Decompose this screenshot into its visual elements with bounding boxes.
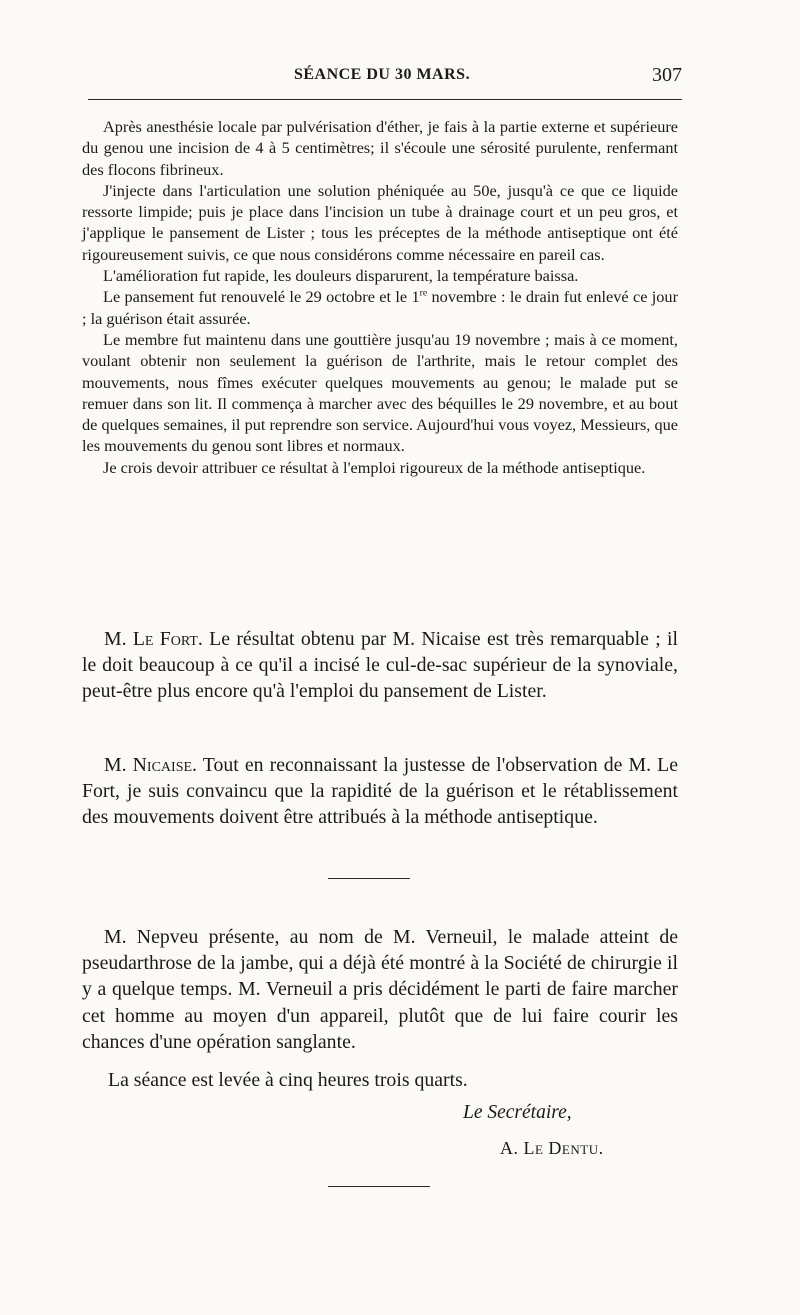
- closing-paragraph: La séance est levée à cinq heures trois quarts.: [108, 1069, 468, 1091]
- presentation-paragraph: M. Nepveu présente, au nom de M. Verneuil, le malade atteint de pseudarthrose de la jambe, qui a déjà été montré à la Société de chirurgie il y a quelque temps. M. Verneuil a pris décidément le parti de faire marcher cet homme au moyen d'un appareil, plutôt que de lui faire courir les chances d'une opération sanglante.: [82, 926, 678, 1053]
- signature-name: A. Le Dentu.: [500, 1138, 604, 1158]
- le-fort-text: Le résultat obtenu par M. Nicaise est très remarquable ; il le doit beaucoup à ce qu'il a incisé le cul-de-sac supérieur de la synoviale, peut-être plus encore qu'à l'emploi du pansement de Lister.: [82, 628, 678, 703]
- page-number: 307: [652, 64, 682, 86]
- running-title: SÉANCE DU 30 MARS.: [293, 66, 471, 83]
- paragraph-recovery: Le membre fut maintenu dans une gouttière jusqu'au 19 novembre ; mais à ce moment, voulant obtenir non seulement la guérison de l'arthrite, mais le retour complet des mouvements, nous fîmes exécuter quelques mouvements au genou; le malade put se remuer dans son lit. Il commença à marcher avec des béquilles le 29 novembre, et au bout de quelques semaines, il put reprendre son service. Aujourd'hui vous voyez, Messieurs, que les mouvements du genou sont libres et normaux.: [82, 329, 678, 456]
- paragraph-dressing: [82, 286, 678, 329]
- nicaise-text: Tout en reconnaissant la justesse de l'observation de M. Le Fort, je suis convaincu que la rapidité de la guérison et le rétablissement des mouvements doivent être attribués à la méthode antiseptique.: [82, 754, 678, 829]
- nicaise-paragraph: [82, 752, 678, 831]
- paragraph-incision: Après anesthésie locale par pulvérisation d'éther, je fais à la partie externe et supérieure du genou une incision de 4 à 5 centimètres; il s'écoule une sérosité purulente, renfermant des flocons fibrineux.: [82, 117, 678, 179]
- closing-separator: [328, 1186, 430, 1187]
- case-report: [82, 116, 678, 478]
- section-separator: [328, 878, 410, 879]
- dressing-text-a: Le pansement fut renouvelé le 29 octobre et le 1: [103, 287, 420, 307]
- speaker-nicaise: M. Nicaise.: [104, 754, 197, 776]
- speaker-le-fort: M. Le Fort.: [104, 628, 203, 650]
- presentation-nepveu: [82, 924, 678, 1055]
- closing-statement: [82, 1067, 678, 1093]
- paragraph-improvement: L'amélioration fut rapide, les douleurs disparurent, la température baissa.: [103, 266, 579, 286]
- ordinal-superscript: re: [419, 287, 428, 299]
- le-fort-paragraph: [82, 626, 678, 705]
- paragraph-injection: J'injecte dans l'articulation une solution phéniquée au 50e, jusqu'à ce que ce liquide ressorte limpide; puis je place dans l'incision un tube à drainage court et un peu gros, et j'applique le pansement de Lister ; tous les préceptes de la méthode antiseptique ont été rigoureusement suivis, ce que nous considérons comme nécessaire en pareil cas.: [82, 180, 678, 264]
- paragraph-conclusion: Je crois devoir attribuer ce résultat à l'emploi rigoureux de la méthode antiseptique.: [103, 457, 646, 477]
- dressing-text-b: novembre : le drain fut enlevé ce jour ; la guérison était assurée.: [82, 287, 678, 328]
- header-rule: [88, 99, 682, 100]
- running-header: [82, 62, 682, 90]
- remark-nicaise: [82, 752, 678, 831]
- remark-le-fort: [82, 626, 678, 705]
- signature-title: Le Secrétaire,: [463, 1102, 572, 1123]
